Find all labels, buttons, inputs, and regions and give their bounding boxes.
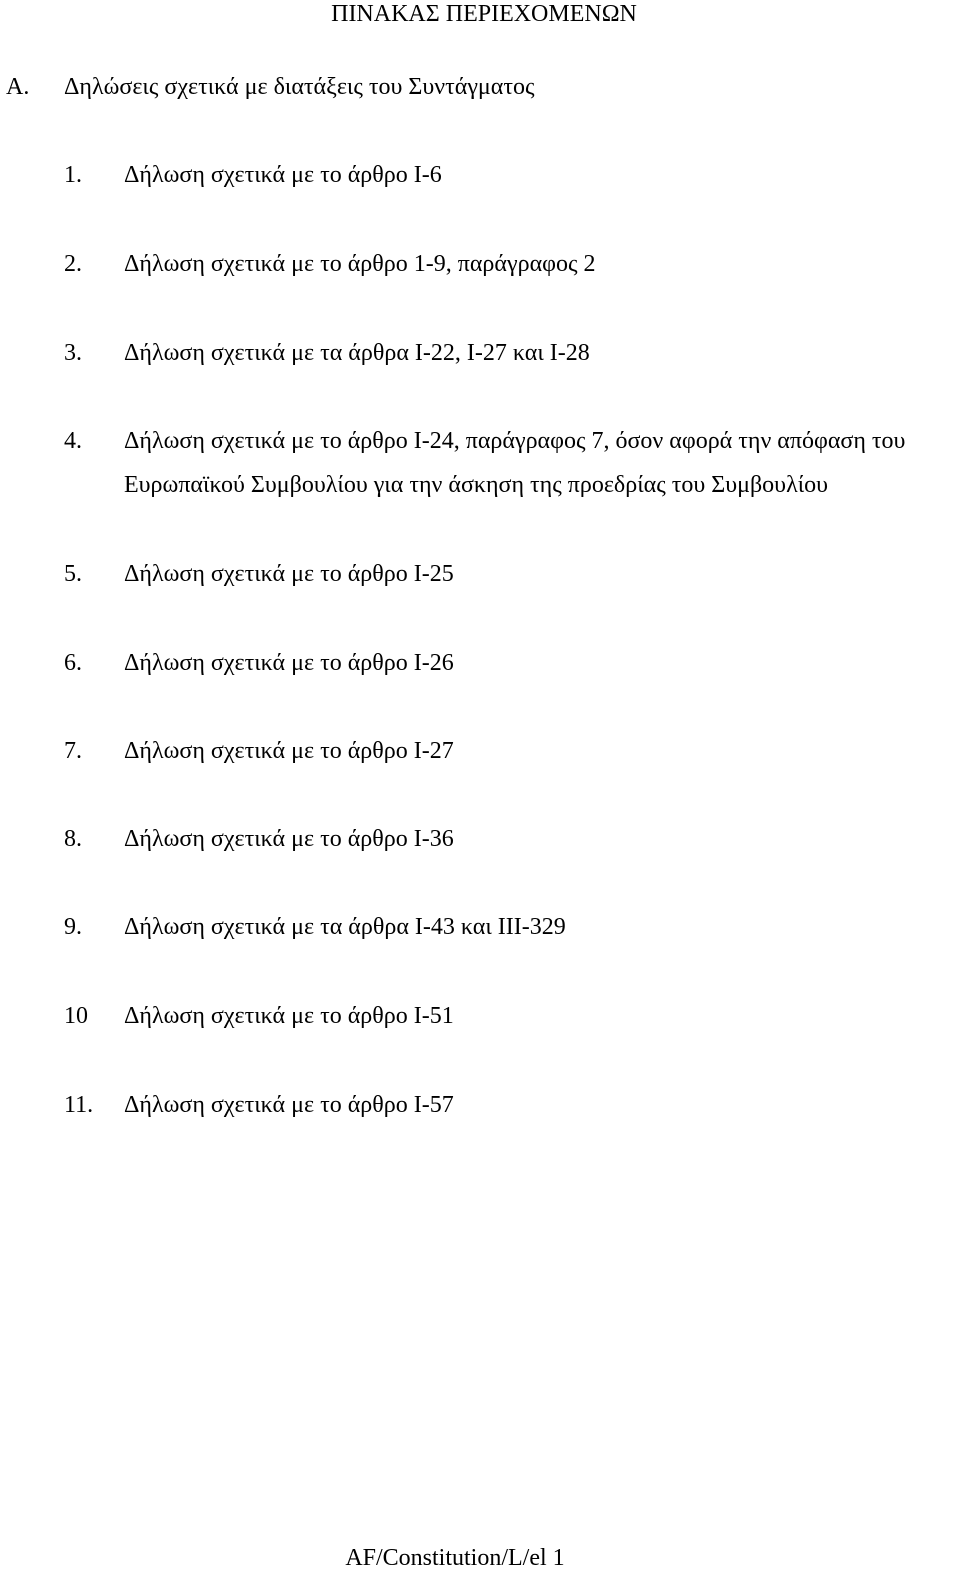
- toc-item-text: Δήλωση σχετικά με το άρθρο Ι-25: [124, 561, 454, 587]
- toc-item-number: 7.: [64, 738, 82, 764]
- toc-item-text: Δήλωση σχετικά με το άρθρο Ι-6: [124, 162, 442, 188]
- toc-item-number: 11.: [64, 1092, 94, 1118]
- section-heading-text: Δηλώσεις σχετικά με διατάξεις του Συντάγματος: [64, 74, 535, 100]
- toc-item-text: Δήλωση σχετικά με τα άρθρα Ι-43 και ΙΙΙ-329: [124, 914, 566, 940]
- toc-item-text: Δήλωση σχετικά με το άρθρο Ι-24, παράγραφος 7, όσον αφορά την απόφαση του: [124, 428, 906, 454]
- section-letter: A.: [6, 74, 30, 100]
- toc-item-number: 6.: [64, 650, 82, 676]
- toc-item-number: 5.: [64, 561, 82, 587]
- toc-item-number: 1.: [64, 162, 82, 188]
- toc-item-text: Δήλωση σχετικά με το άρθρο Ι-26: [124, 650, 454, 676]
- toc-item-number: 4.: [64, 428, 82, 454]
- page-footer: AF/Constitution/L/el 1: [345, 1545, 565, 1571]
- page-title: ΠΙΝΑΚΑΣ ΠΕΡΙΕΧΟΜΕΝΩΝ: [331, 1, 637, 27]
- toc-item-text: Δήλωση σχετικά με το άρθρο Ι-57: [124, 1092, 454, 1118]
- toc-item-number: 3.: [64, 340, 82, 366]
- toc-item-number: 8.: [64, 826, 82, 852]
- toc-item-number: 2.: [64, 251, 82, 277]
- toc-item-number: 10: [64, 1003, 88, 1029]
- toc-item-text: Δήλωση σχετικά με το άρθρο Ι-36: [124, 826, 454, 852]
- toc-item-text: Δήλωση σχετικά με το άρθρο Ι-27: [124, 738, 454, 764]
- toc-item-text-continuation: Ευρωπαϊκού Συμβουλίου για την άσκηση της προεδρίας του Συμβουλίου: [124, 472, 829, 498]
- toc-item-text: Δήλωση σχετικά με το άρθρο Ι-51: [124, 1003, 454, 1029]
- toc-item-number: 9.: [64, 914, 82, 940]
- toc-item-text: Δήλωση σχετικά με τα άρθρα Ι-22, Ι-27 και Ι-28: [124, 340, 590, 366]
- section-heading: [6, 75, 535, 99]
- toc-item-text: Δήλωση σχετικά με το άρθρο 1-9, παράγραφος 2: [124, 251, 596, 277]
